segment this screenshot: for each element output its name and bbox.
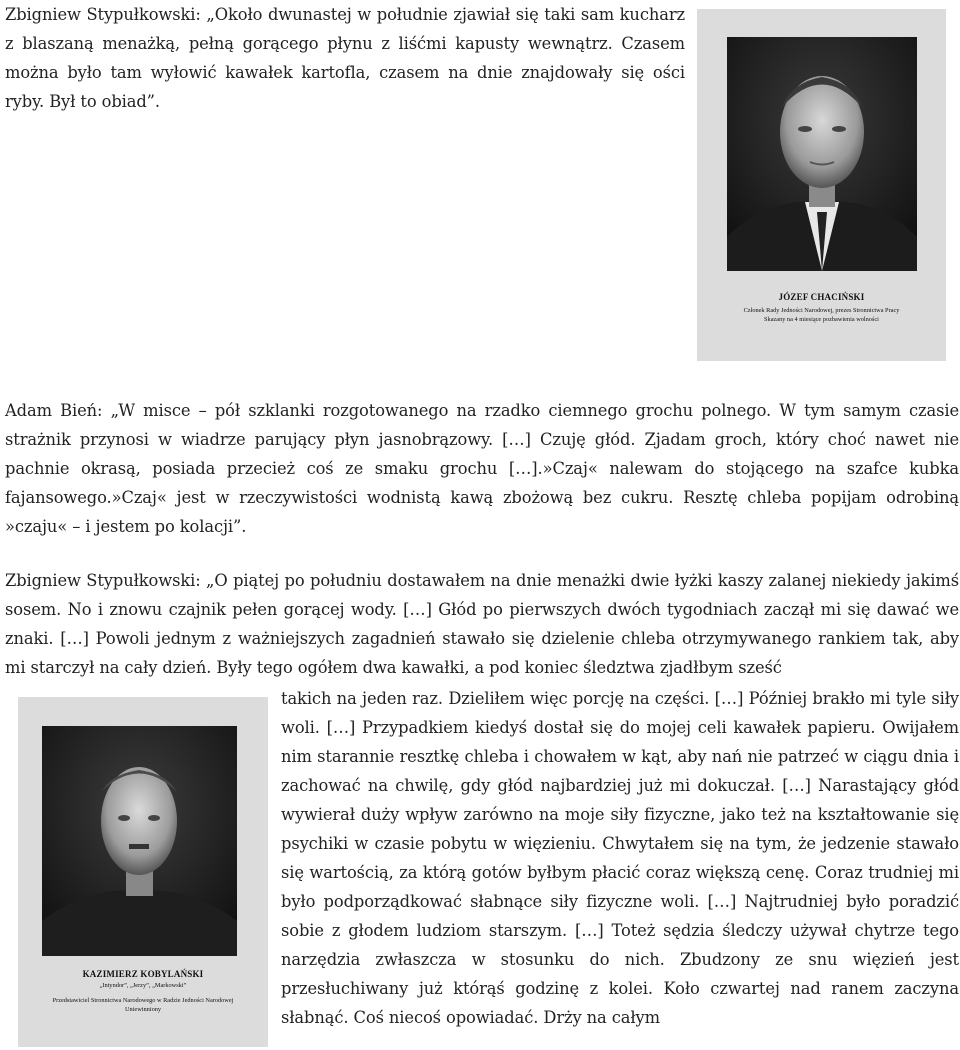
portrait-poster-chacinski bbox=[697, 9, 946, 361]
poster-caption-line: Przedstawiciel Stronnictwa Narodowego w Radzie Jedności Narodowej bbox=[52, 997, 234, 1004]
poster-person-name: JÓZEF CHACIŃSKI bbox=[778, 292, 865, 302]
poster-caption-line: Uniewinniony bbox=[124, 1006, 162, 1013]
poster-caption-line: Skazany na 4 miesiące pozbawienia wolności bbox=[764, 316, 879, 323]
paragraph-stypulkowski-hunger: takich na jeden raz. Dzieliłem więc porcję na części. […] Później brakło mi tyle siły woli. […] Przypadkiem kiedyś dostał się do mojej celi kawałek papieru. Owijałem nim starannie resztkę chleba i chowałem w kąt, aby nań nie patrzeć w ciągu dnia i zachować na chwilę, gdy głód najbardziej już mi dokuczał. […] Narastający głód wywierał duży wpływ zarówno na moje siły fizyczne, jako też na kształtowanie się psychiki w czasie pobytu w więzieniu. Chwytałem się na tym, że jedzenie stawało się wartością, za którą gotów byłbym płacić coraz większą cenę. Coraz trudniej mi było podporządkować słabnące siły fizyczne woli. […] Najtrudniej było poradzić sobie z głodem ludziom starszym. […] Toteż sędzia śledczy używał chytrze tego narzędzia zwłaszcza w stosunku do nich. Zbudzony ze snu więzień jest przesłuchiwany już którąś godzinę z kolei. Koło czwartej nad ranem zaczyna słabnąć. Coś niecoś opowiadać. Drży na całym bbox=[281, 689, 959, 1027]
paragraph-stypulkowski-evening: Zbigniew Stypułkowski: „O piątej po południu dostawałem na dnie menażki dwie łyżki kaszy zalanej niekiedy jakimś sosem. No i znowu czajnik pełen gorącej wody. […] Głód po pierwszych dwóch tygodniach zaczął mi się dawać we znaki. […] Powoli jednym z ważniejszych zagadnień stawało się dzielenie chleba otrzymywanego rankiem tak, aby mi starczył na cały dzień. Były tego ogółem dwa kawałki, a pod koniec śledztwa zjadłbym sześć bbox=[5, 571, 959, 677]
portrait-poster-kobylanski bbox=[18, 697, 268, 1047]
paragraph-bien-supper: Adam Bień: „W misce – pół szklanki rozgotowanego na rzadko ciemnego grochu polnego. W tym samym czasie strażnik przynosi w wiadrze parujący płyn jasnobrązowy. […] Czuję głód. Zjadam groch, który choć nawet nie pachnie okrasą, posiada przecież coś ze smaku grochu […].»Czaj« nalewam do stojącego na szafce kubka fajansowego.»Czaj« jest w rzeczywistości wodnistą kawą zbożową bez cukru. Resztę chleba popijam odrobiną »czaju« – i jestem po kolacji”. bbox=[5, 401, 959, 536]
portrait-photo bbox=[727, 37, 917, 271]
poster-person-name: KAZIMIERZ KOBYLAŃSKI bbox=[82, 969, 204, 979]
poster-caption-line: „Intyndor”, „Jerzy”, „Markowski” bbox=[99, 982, 187, 989]
paragraph-stypulkowski-lunch: Zbigniew Stypułkowski: „Około dwunastej w południe zjawiał się taki sam kucharz z blaszaną menażką, pełną gorącego płynu z liśćmi kapusty wewnątrz. Czasem można było tam wyłowić kawałek kartofla, czasem na dnie znajdowały się ości ryby. Był to obiad”. bbox=[5, 5, 685, 111]
portrait-photo bbox=[42, 726, 237, 956]
poster-caption-line: Członek Rady Jedności Narodowej, prezes Stronnictwa Pracy bbox=[743, 307, 900, 314]
